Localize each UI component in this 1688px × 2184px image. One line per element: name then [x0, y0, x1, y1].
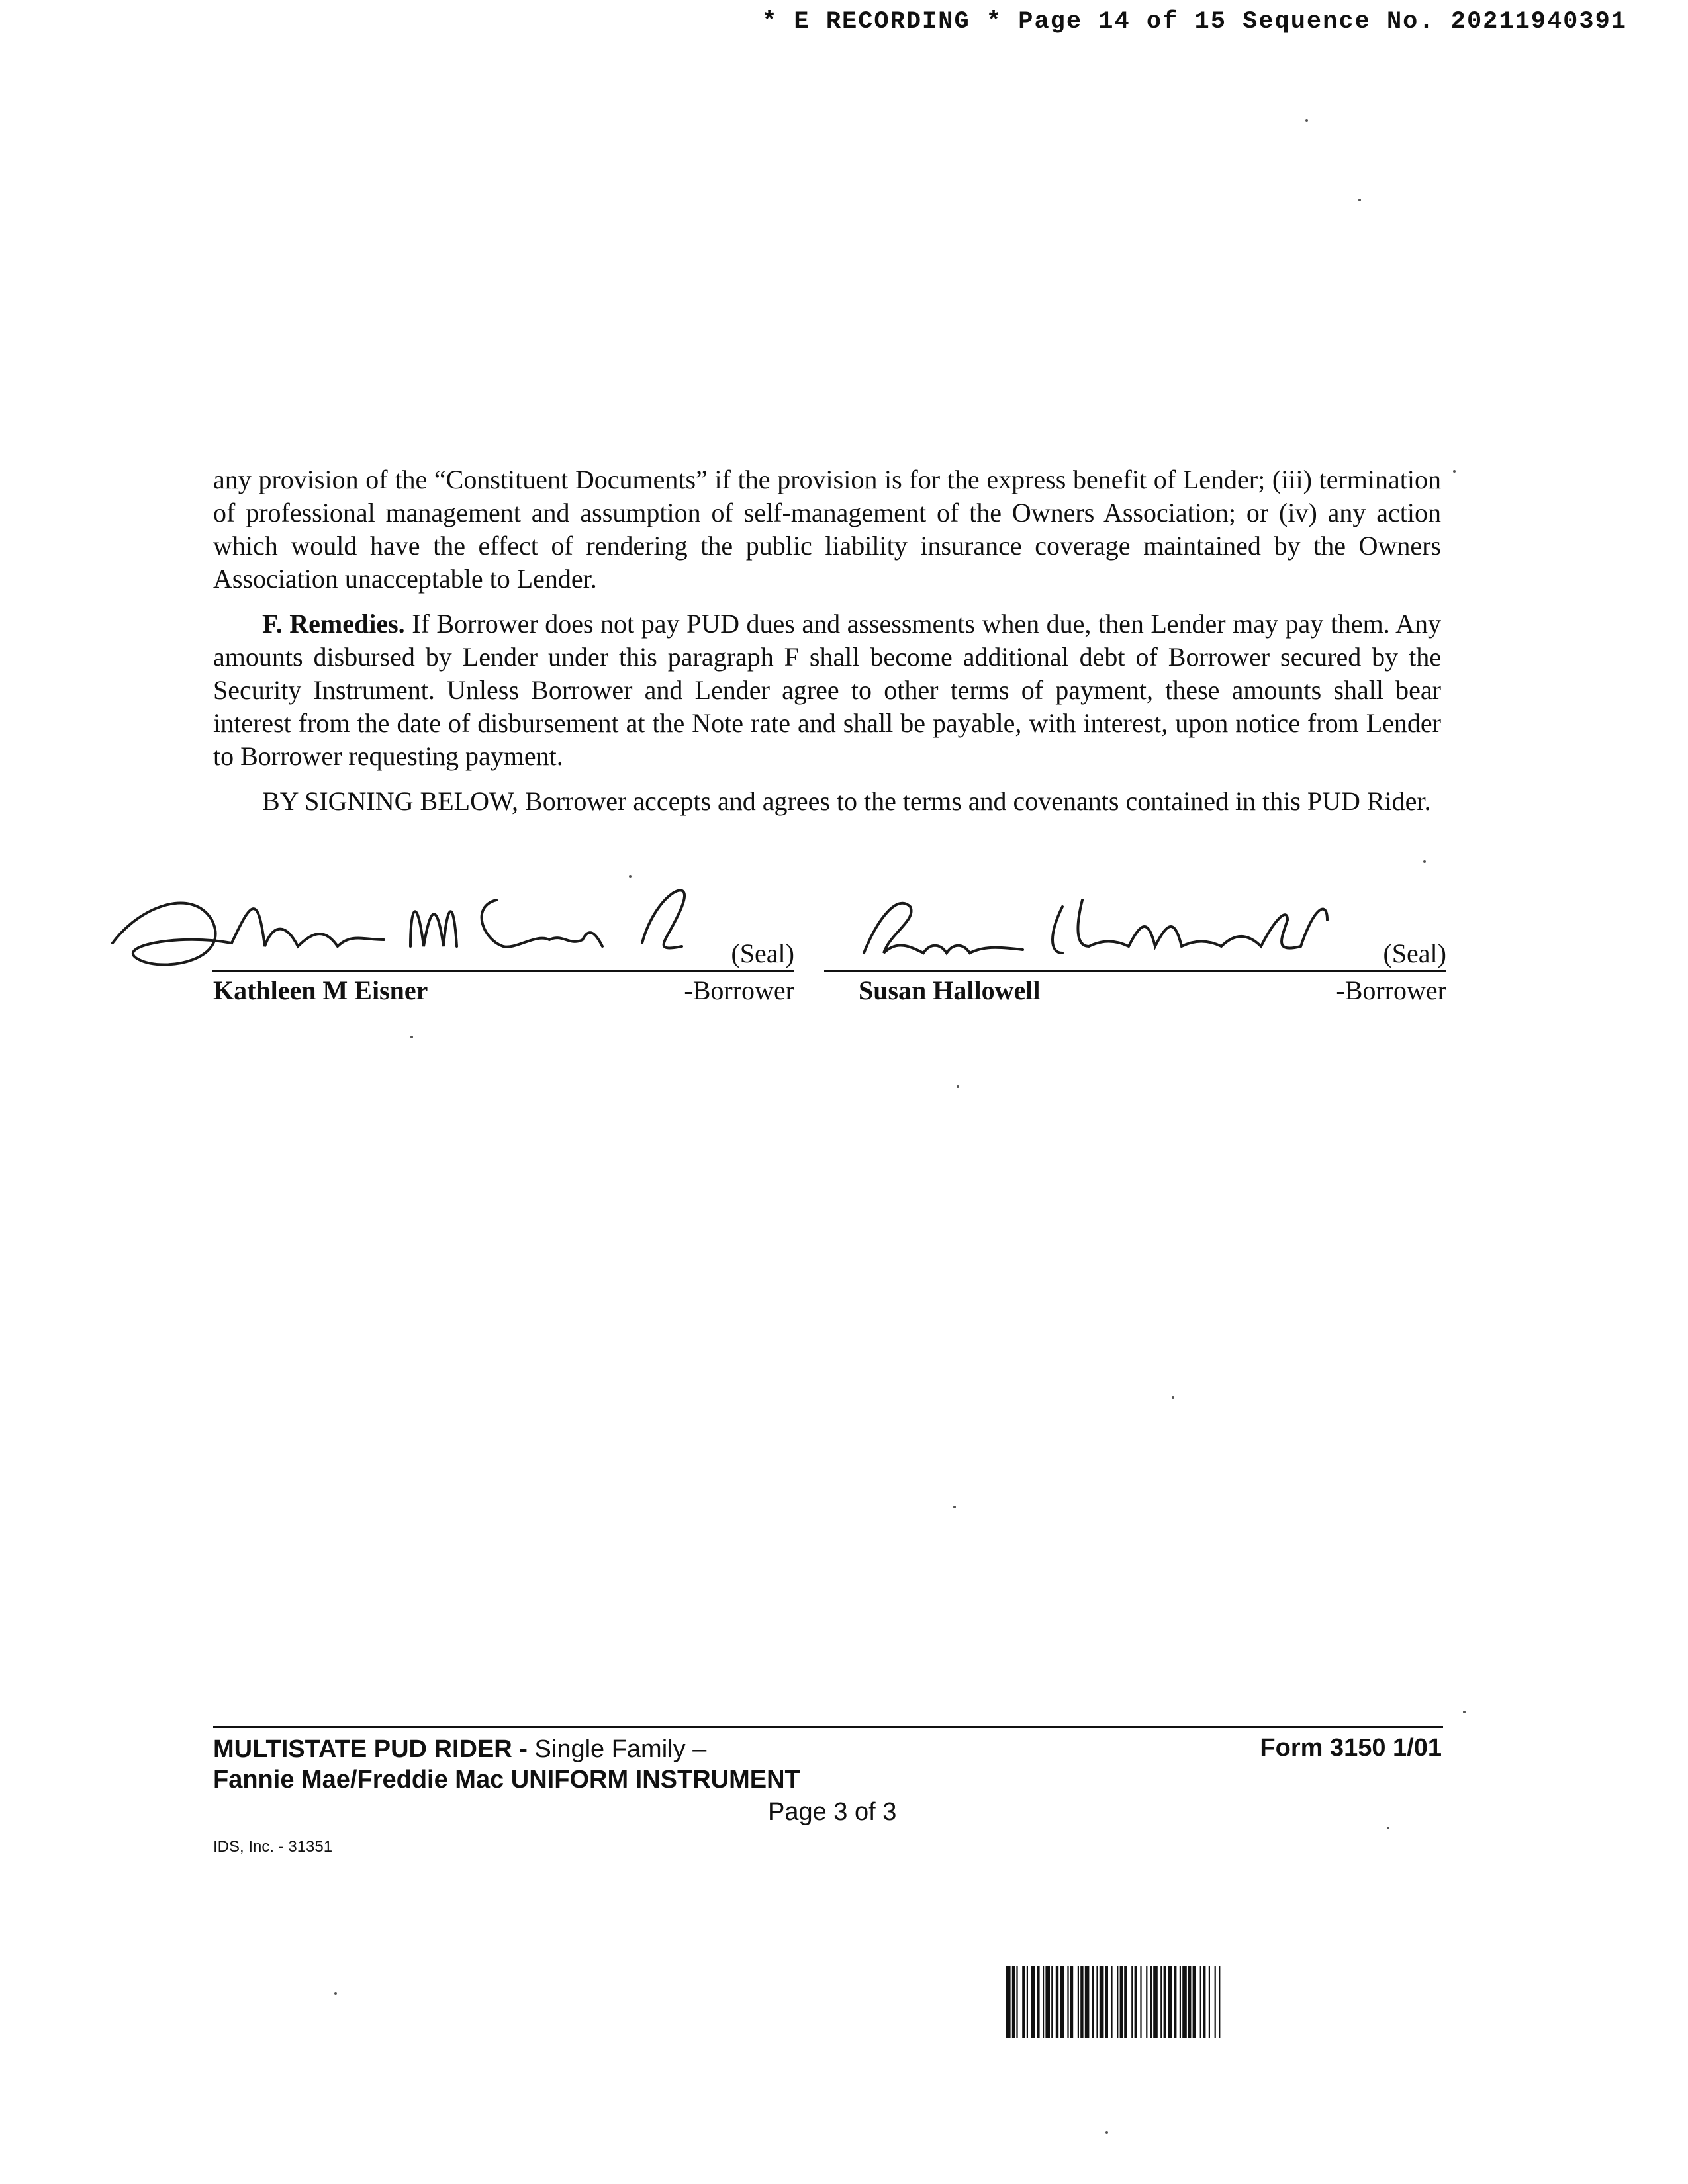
signer-role: -Borrower	[684, 976, 794, 1005]
barcode-bar	[1092, 1966, 1094, 2038]
barcode-bar	[1153, 1966, 1158, 2038]
scan-speck	[1305, 119, 1308, 122]
paragraph-constituent-documents: any provision of the “Constituent Documents” if the provision is for the express benefit of Lender; (iii) termination of professional management and assumption of self-management of the Owners Association; or (iv) any action which would have the effect of rendering the public liability insurance coverage maintained by the Owners Association unacceptable to Lender.	[213, 465, 1441, 594]
scan-speck	[957, 1085, 959, 1088]
barcode-bar	[1043, 1966, 1044, 2038]
scan-speck	[1463, 1711, 1466, 1713]
barcode-bar	[1180, 1966, 1181, 2038]
barcode-bar	[1160, 1966, 1162, 2038]
barcode-bar	[1096, 1966, 1098, 2038]
barcode-bar	[1219, 1966, 1220, 2038]
signature-block-kathleen-eisner	[99, 880, 794, 1006]
signature-line	[212, 970, 794, 972]
barcode-bar	[1078, 1966, 1079, 2038]
barcode-bar	[1006, 1966, 1011, 2038]
barcode-bar	[1085, 1966, 1090, 2038]
barcode-bar	[1146, 1966, 1147, 2038]
barcode-bar	[1120, 1966, 1123, 2038]
signature-line	[824, 970, 1446, 972]
scan-speck	[1453, 470, 1456, 473]
recording-header: * E RECORDING * Page 14 of 15 Sequence No. 20211940391	[762, 8, 1627, 36]
barcode-bar	[1056, 1966, 1058, 2038]
form-title-line-2: Fannie Mae/Freddie Mac UNIFORM INSTRUMENT	[213, 1766, 800, 1794]
barcode-bar	[1150, 1966, 1152, 2038]
scan-speck	[629, 875, 632, 878]
rider-body	[213, 463, 1441, 830]
barcode-bar	[1070, 1966, 1073, 2038]
barcode-bar	[1012, 1966, 1015, 2038]
footer-rule	[213, 1726, 1443, 1728]
barcode-bar	[1124, 1966, 1127, 2038]
scan-speck	[1423, 860, 1426, 863]
barcode-bar	[1215, 1966, 1216, 2038]
form-title-bold: MULTISTATE PUD RIDER -	[213, 1735, 528, 1763]
barcode-bar	[1135, 1966, 1137, 2038]
signature-block-susan-hallowell	[824, 880, 1446, 1006]
scan-speck	[410, 1036, 413, 1038]
barcode-bar	[1060, 1966, 1064, 2038]
signer-role: -Borrower	[1336, 976, 1446, 1005]
handwritten-signature-susan-hallowell	[824, 880, 1446, 979]
barcode-bar	[1037, 1966, 1039, 2038]
handwritten-signature-kathleen-eisner	[99, 880, 794, 979]
barcode-bar	[1203, 1966, 1205, 2038]
scan-speck	[953, 1506, 956, 1508]
vendor-code: IDS, Inc. - 31351	[213, 1838, 333, 1856]
barcode-bar	[1209, 1966, 1210, 2038]
barcode-bar	[1100, 1966, 1104, 2038]
barcode-bar	[1182, 1966, 1187, 2038]
barcode-bar	[1117, 1966, 1118, 2038]
signing-statement: BY SIGNING BELOW, Borrower accepts and agrees to the terms and covenants contained in this PUD Rider.	[262, 786, 1431, 816]
form-title-line-1	[213, 1734, 800, 1764]
remedies-heading: F. Remedies.	[262, 609, 405, 639]
barcode-bar	[1200, 1966, 1201, 2038]
scan-speck	[334, 1992, 337, 1995]
barcode-bar	[1140, 1966, 1141, 2038]
form-number: Form 3150 1/01	[1260, 1734, 1442, 1762]
barcode-bar	[1111, 1966, 1112, 2038]
barcode-bar	[1051, 1966, 1053, 2038]
barcode-bar	[1067, 1966, 1068, 2038]
barcode-bar	[1016, 1966, 1017, 2038]
barcode-bar	[1164, 1966, 1166, 2038]
scan-speck	[1105, 2131, 1108, 2134]
signer-name: Kathleen M Eisner	[213, 976, 428, 1005]
signer-name: Susan Hallowell	[859, 976, 1041, 1005]
barcode-bar	[1027, 1966, 1028, 2038]
barcode-bar	[1045, 1966, 1050, 2038]
form-title-rest: Single Family –	[527, 1735, 707, 1763]
barcode-bar	[1022, 1966, 1025, 2038]
barcode-bar	[1031, 1966, 1035, 2038]
barcode-bar	[1105, 1966, 1108, 2038]
remedies-text: If Borrower does not pay PUD dues and assessments when due, then Lender may pay them. Any amounts disbursed by Lender under this paragraph F shall become additional debt of Borrower secured by the Security Instrument. Unless Borrower and Lender agree to other terms of payment, these amounts shall bear interest from the date of disbursement at the Note rate and shall be payable, with interest, upon notice from Lender to Borrower requesting payment.	[213, 609, 1442, 771]
barcode-bar	[1080, 1966, 1083, 2038]
scan-speck	[1358, 199, 1361, 201]
page-number: Page 3 of 3	[768, 1798, 897, 1826]
paragraph-remedies	[213, 608, 1441, 773]
barcode-bar	[1193, 1966, 1196, 2038]
barcode-bar	[1168, 1966, 1172, 2038]
barcode-bar	[1174, 1966, 1176, 2038]
form-title	[213, 1734, 800, 1795]
scan-speck	[1172, 1396, 1174, 1399]
seal-label: (Seal)	[731, 938, 794, 968]
barcode-bar	[1188, 1966, 1191, 2038]
seal-label: (Seal)	[1383, 938, 1446, 968]
barcode-bar	[1131, 1966, 1133, 2038]
scan-speck	[1387, 1827, 1389, 1829]
barcode-image	[1006, 1966, 1443, 2038]
